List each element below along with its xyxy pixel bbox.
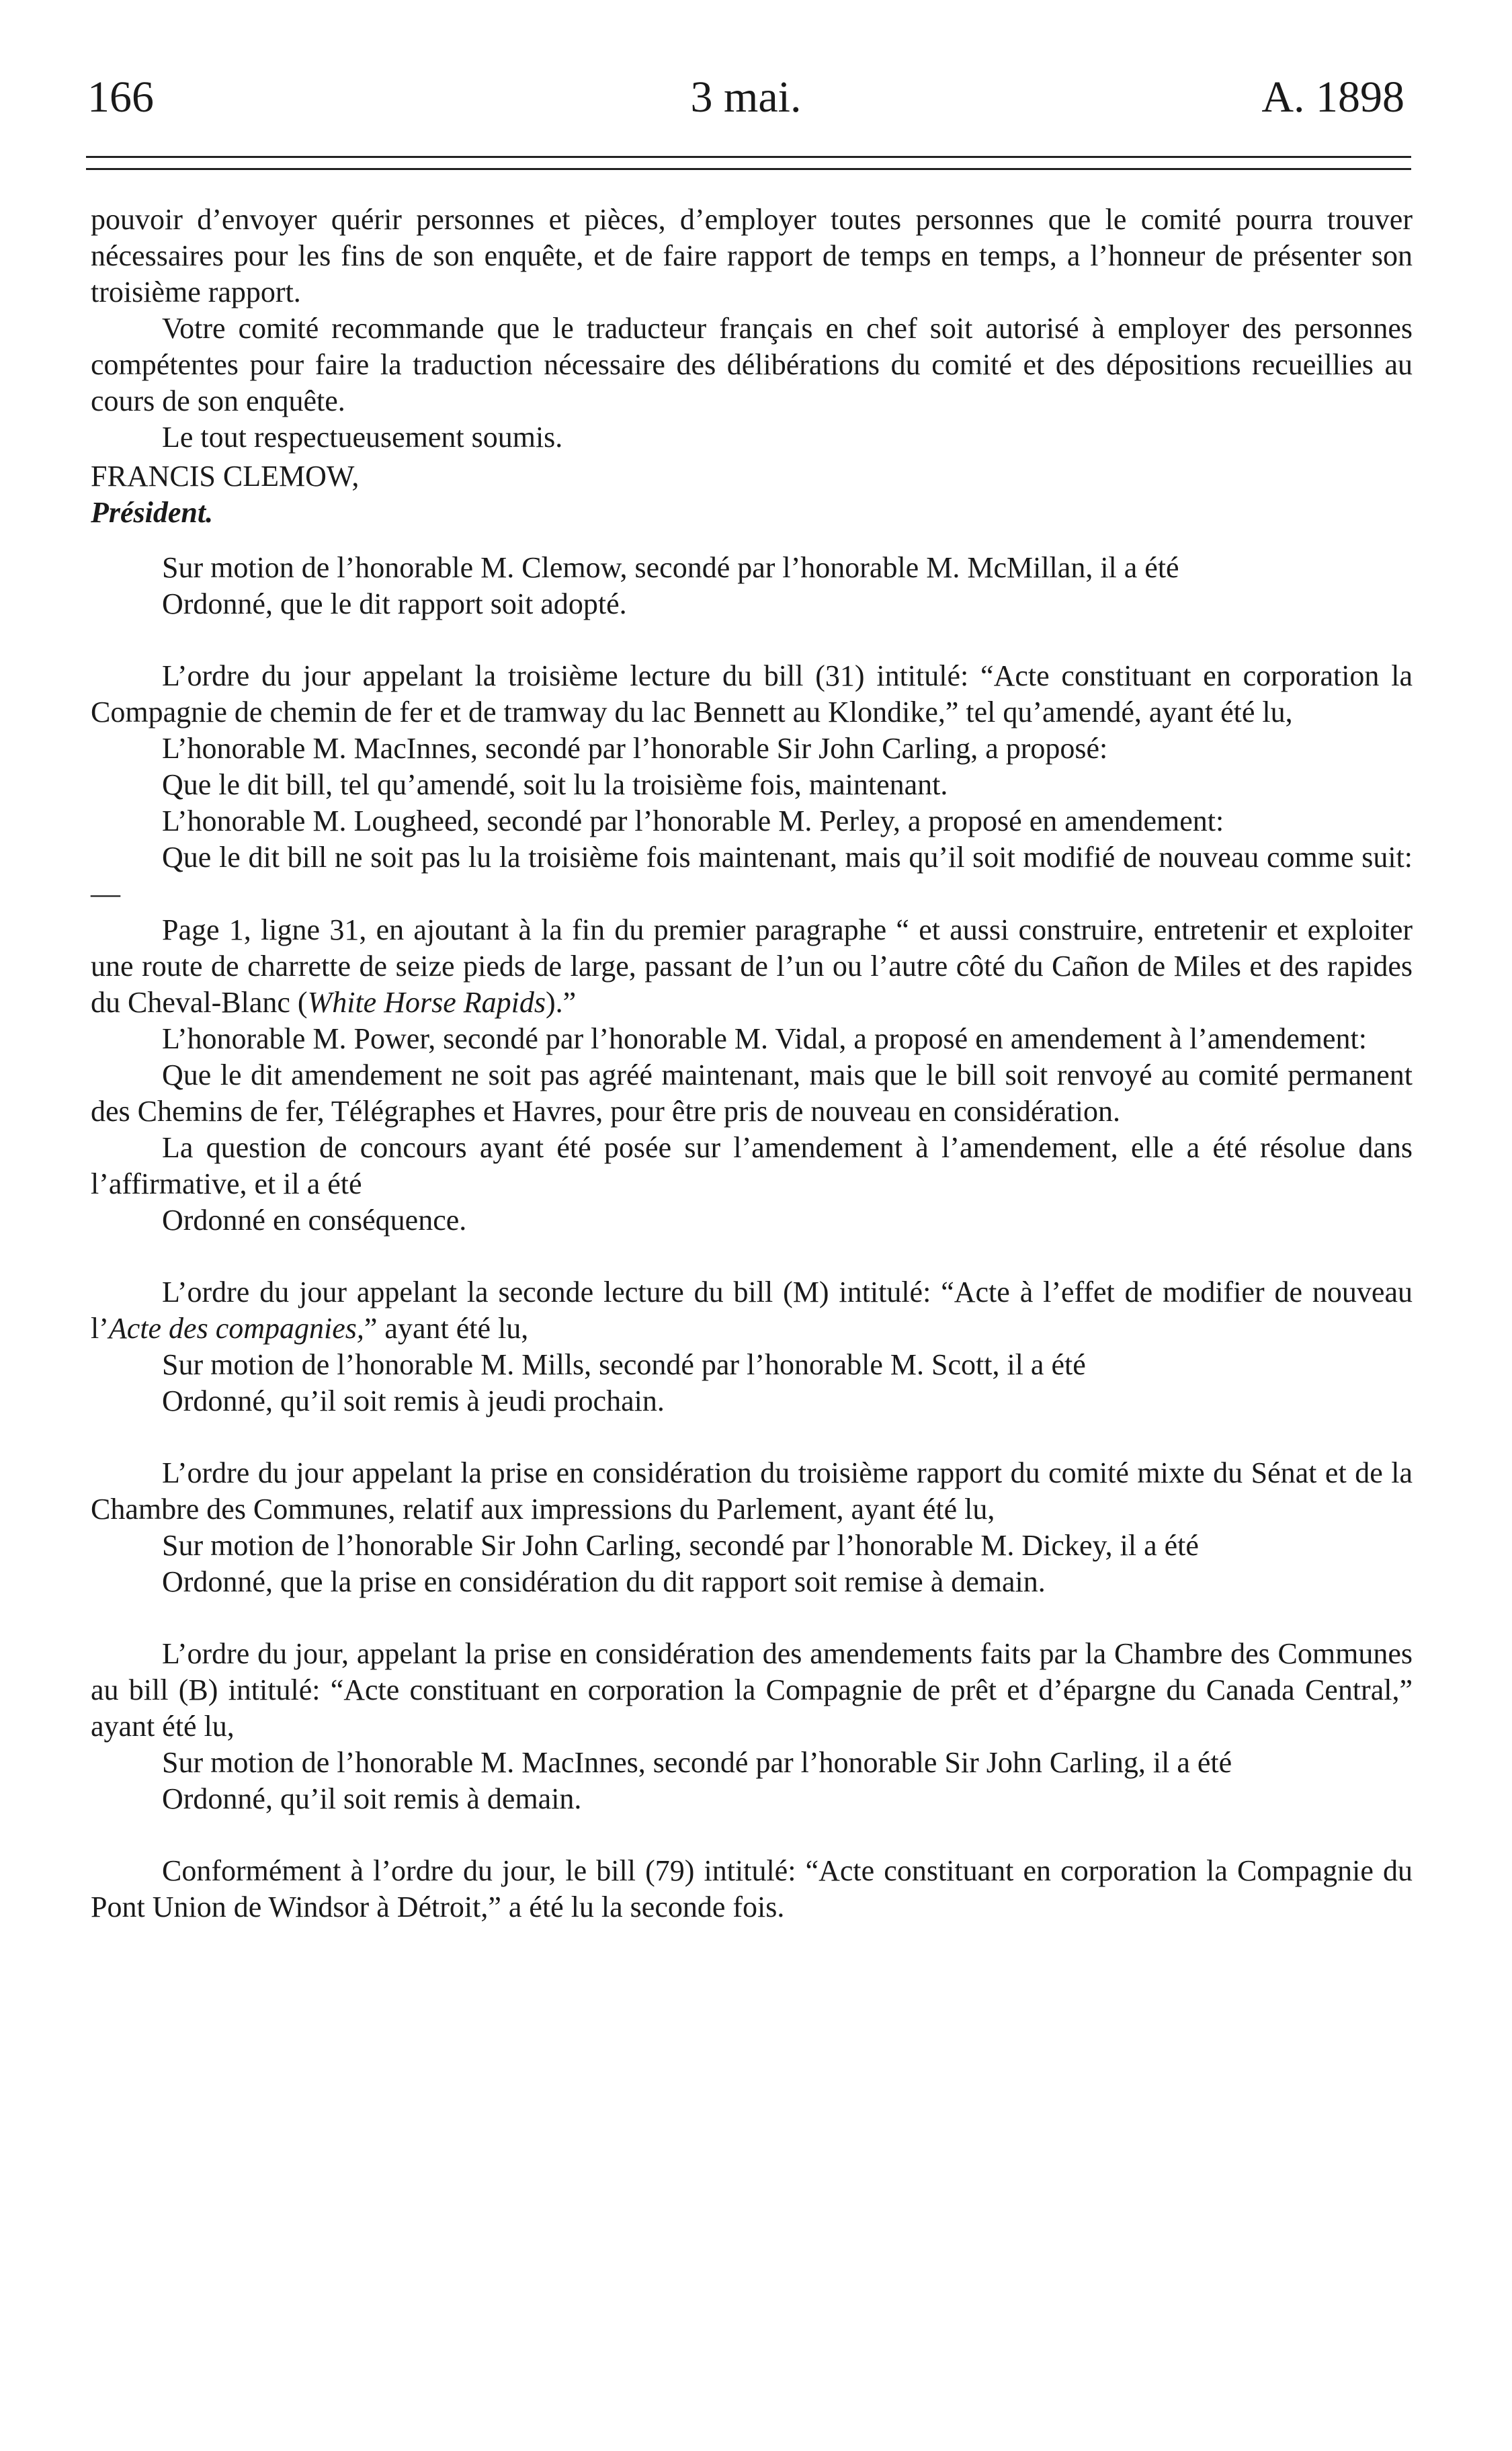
order-paragraph: L’ordre du jour appelant la troisième lecture du bill (31) intitulé: “Acte constituant en corporation la Compagnie de chemin de fer et de tramway du lac Bennett au Klondike,” tel qu’amendé, ayant été lu, [91, 659, 1413, 729]
order-paragraph: L’ordre du jour appelant la prise en considération du troisième rapport du comité mixte du Sénat et de la Chambre des Communes, relatif aux impressions du Parlement, ayant été lu, [91, 1456, 1413, 1526]
header-rule-top [86, 156, 1411, 158]
page-number: 166 [87, 73, 154, 122]
amendment-paragraph: L’honorable M. Power, secondé par l’honorable M. Vidal, a proposé en amendement à l’amendement: [162, 1022, 1367, 1055]
header-rule-bottom [86, 168, 1411, 170]
question-paragraph: La question de concours ayant été posée sur l’amendement à l’amendement, elle a été résolue dans l’affirmative, et il a été [91, 1131, 1413, 1200]
order-text-start: L’ordre du jour appelant la seconde lecture du bill (M) intitulé: “Acte à l’effet de modifier de nouveau l’ [91, 1276, 1413, 1345]
motion-paragraph: Sur motion de l’honorable M. Clemow, secondé par l’honorable M. McMillan, il a été [162, 551, 1179, 584]
report-paragraph: Votre comité recommande que le traducteur français en chef soit autorisé à employer des personnes compétentes pour faire la traduction nécessaire des délibérations du comité et des dépositions recueillies au cours de son enquête. [91, 312, 1413, 417]
order-paragraph: Ordonné, qu’il soit remis à demain. [162, 1782, 582, 1815]
motion-paragraph: Sur motion de l’honorable M. MacInnes, secondé par l’honorable Sir John Carling, il a été [162, 1746, 1232, 1779]
report-paragraph: pouvoir d’envoyer quérir personnes et pièces, d’employer toutes personnes que le comité pourra trouver nécessaires pour les fins de son enquête, et de faire rapport de temps en temps, a l’honneur de présenter son troisième rapport. [91, 203, 1413, 308]
order-paragraph: L’ordre du jour, appelant la prise en considération des amendements faits par la Chambre des Communes au bill (B) intitulé: “Acte constituant en corporation la Compagnie de prêt et d’épargne du Canada Central,” ayant été lu, [91, 1637, 1413, 1743]
amendment-paragraph: Que le dit bill ne soit pas lu la troisième fois maintenant, mais qu’il soit modifié de nouveau comme suit:— [91, 841, 1413, 910]
amendment-paragraph: L’honorable M. Lougheed, secondé par l’honorable M. Perley, a proposé en amendement: [162, 804, 1224, 837]
order-paragraph: Ordonné, que le dit rapport soit adopté. [162, 587, 627, 620]
amendment-text-italic: White Horse Rapids [307, 986, 546, 1019]
motion-paragraph: Sur motion de l’honorable M. Mills, secondé par l’honorable M. Scott, il a été [162, 1348, 1086, 1381]
signatory-role: Président. [91, 496, 214, 529]
header-year: A. 1898 [1261, 73, 1404, 122]
amendment-paragraph: Que le dit amendement ne soit pas agréé maintenant, mais que le bill soit renvoyé au comité permanent des Chemins de fer, Télégraphes et Havres, pour être pris de nouveau en considération. [91, 1058, 1413, 1128]
amendment-text-start: Page 1, ligne 31, en ajoutant à la fin du premier paragraphe “ et aussi construire, entretenir et exploiter une route de charrette de seize pieds de large, passant de l’un ou l’autre côté du Cañon de Miles et des rapides du Cheval-Blanc ( [91, 913, 1413, 1019]
order-paragraph: Ordonné, que la prise en considération du dit rapport soit remise à demain. [162, 1565, 1046, 1598]
motion-paragraph: Sur motion de l’honorable Sir John Carling, secondé par l’honorable M. Dickey, il a été [162, 1529, 1199, 1562]
order-paragraph: Ordonné, qu’il soit remis à jeudi prochain. [162, 1384, 665, 1417]
order-paragraph [91, 1274, 1413, 1347]
amendment-text-end: ).” [545, 986, 577, 1019]
motion-paragraph: L’honorable M. MacInnes, secondé par l’honorable Sir John Carling, a proposé: [162, 732, 1108, 765]
header-date: 3 mai. [690, 73, 802, 122]
order-paragraph: Conformément à l’ordre du jour, le bill (79) intitulé: “Acte constituant en corporation la Compagnie du Pont Union de Windsor à Détroit,” a été lu la seconde fois. [91, 1854, 1413, 1923]
order-text-italic: Acte des compagnies, [108, 1312, 364, 1345]
running-header [87, 67, 1404, 128]
motion-paragraph: Que le dit bill, tel qu’amendé, soit lu la troisième fois, maintenant. [162, 768, 948, 801]
report-signature: FRANCIS CLEMOW, [91, 460, 360, 493]
report-closing: Le tout respectueusement soumis. [162, 421, 563, 454]
page-body [91, 202, 1413, 1925]
order-text-end: ” ayant été lu, [364, 1312, 529, 1345]
order-paragraph: Ordonné en conséquence. [162, 1204, 467, 1237]
amendment-text [91, 912, 1413, 1021]
